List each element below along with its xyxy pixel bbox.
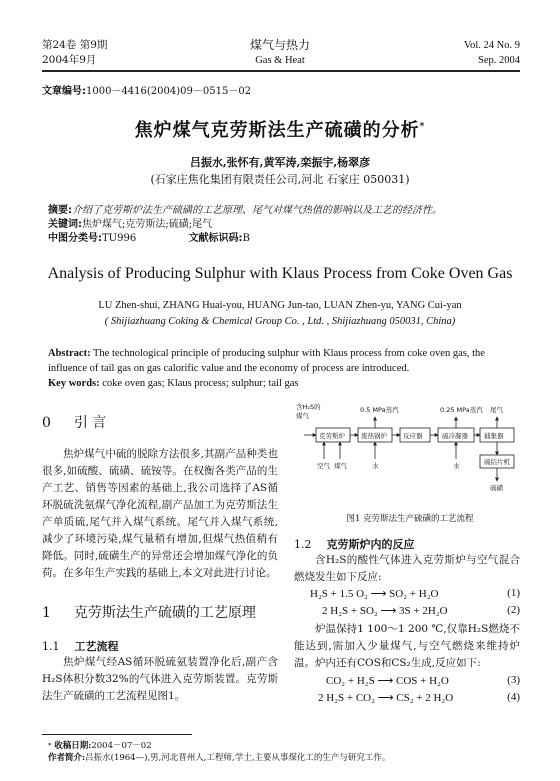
subsection-1-1-number: 1.1 (42, 640, 60, 653)
fig-tail-gas-label: 尾气 (490, 406, 503, 414)
doc-code-value: B (242, 233, 250, 244)
equation-4-text: 2 H₂S + CO₂ ⟶ CS₂ + 2 H₂O (318, 692, 454, 704)
equation-1-number: (1) (507, 587, 520, 599)
keywords-en-text: coke oven gas; Klaus process; sulphur; tail gas (102, 378, 299, 389)
equation-1 (310, 587, 520, 604)
process-flow-diagram (294, 397, 520, 507)
keywords-cn-label: 关键词: (48, 219, 82, 230)
section-1-number: 1 (42, 605, 51, 621)
equation-3-text: CO₂ + H₂S ⟶ COS + H₂O (326, 675, 449, 687)
section-0-title: 引 言 (73, 415, 107, 431)
footnote-received (48, 740, 152, 752)
section-0-heading (42, 412, 106, 432)
fig-water-label-1: 水 (372, 462, 379, 470)
abstract-cn-text: 介绍了克劳斯炉法生产硫磺的工艺原理、尾气对煤气热值的影响以及工艺的经济性。 (72, 205, 442, 216)
fig-box-3-label: 反应器 (403, 432, 423, 440)
equation-2-text: 2 H₂S + SO₂ ⟶ 3S + 2H₂O (322, 605, 448, 617)
temperature-text: 炉温保持1 100～1 200 ℃,仅靠H₂S燃烧不能达到,需加入少量煤气,与空气燃烧来维持炉温。 (294, 623, 520, 669)
equation-4-number: (4) (507, 691, 520, 703)
reaction-text: 含H₂S的酸性气体进入克劳斯炉与空气混合燃烧发生如下反应: (294, 554, 520, 583)
abstract-cn (48, 204, 442, 218)
title-cn-text: 焦炉煤气克劳斯法生产硫磺的分析 (134, 120, 420, 141)
equation-3 (318, 674, 520, 691)
received-date: 2004－07－02 (91, 741, 152, 751)
reaction-paragraph (294, 552, 520, 586)
fig-steam-label-1: 0.5 MPa蒸汽 (360, 406, 399, 414)
equations-block-1 (310, 587, 520, 621)
journal-name-en: Gas & Heat (255, 55, 305, 66)
fig-steam-label-2: 0.25 MPa蒸汽 (440, 406, 483, 414)
footnote-rule (42, 734, 192, 735)
fig-box-5-label: 捕集器 (484, 432, 504, 440)
abstract-cn-label: 摘要: (48, 205, 72, 216)
date-en: Sep. 2004 (478, 55, 520, 66)
cos-text: 炉内还有COS和CS₂生成,反应如下: (315, 657, 481, 669)
title-en: Analysis of Producing Sulphur with Klaus Process from Coke Oven Gas (47, 265, 513, 282)
footnote-mark: * (48, 742, 52, 750)
subsection-1-2-title: 克劳斯炉内的反应 (326, 538, 415, 551)
title-footnote-mark: * (419, 122, 426, 132)
article-number (42, 82, 251, 97)
fig-box-2-label: 废热锅炉 (361, 432, 387, 440)
affiliation-en: ( Shijiazhuang Coking & Chemical Group Co. , Ltd. , Shijiazhuang 050031, China) (104, 316, 456, 327)
article-number-label: 文章编号: (42, 86, 86, 97)
cos-paragraph (294, 655, 520, 672)
section-1-title: 克劳斯法生产硫磺的工艺原理 (73, 605, 256, 621)
fig-box-1-label: 克劳斯炉 (319, 432, 345, 440)
equation-2-number: (2) (507, 604, 520, 616)
fig-sulphur-label: 硫磺 (490, 484, 503, 492)
keywords-cn-text: 焦炉煤气;克劳斯法;硫磺;尾气 (82, 219, 213, 230)
subsection-1-2-number: 1.2 (294, 538, 312, 551)
clc-value: TU996 (102, 233, 137, 244)
volume-cn: 第24卷 第9期 (42, 39, 108, 51)
intro-paragraph (42, 446, 278, 582)
authors-cn: 吕振水,张怀有,黄军涛,栾振宇,杨翠彦 (189, 156, 371, 169)
equation-2 (310, 604, 520, 621)
equation-1-text: H₂S + 1.5 O₂ ⟶ SO₂ + H₂O (310, 588, 439, 600)
keywords-en-label: Key words: (48, 378, 100, 389)
journal-name-cn: 煤气与热力 (249, 38, 310, 52)
fig-box-6-label: 硫结片机 (484, 458, 510, 466)
fig-input-label-1: 含H₂S的 (296, 403, 321, 411)
subsection-1-1-title: 工艺流程 (74, 640, 119, 653)
header-rule (42, 70, 520, 72)
abstract-en (48, 346, 518, 391)
fig-gas-label: 煤气 (334, 462, 347, 470)
abstract-en-label: Abstract: (48, 348, 91, 359)
equation-3-number: (3) (507, 674, 520, 686)
volume-en: Vol. 24 No. 9 (463, 40, 520, 51)
section-1-heading (42, 602, 256, 622)
section-0-number: 0 (42, 415, 51, 431)
fig-input-label-2: 煤气 (296, 412, 309, 420)
authors-en: LU Zhen-shui, ZHANG Huai-you, HUANG Jun-tao, LUAN Zhen-yu, YANG Cui-yan (98, 300, 462, 311)
header-right (464, 38, 520, 68)
flow-text: 焦炉煤气经AS循环脱硫氨装置净化后,副产含H₂S体积分数32%的气体进入克劳斯装置。克劳斯法生产硫磺的工艺流程见图1。 (42, 656, 278, 702)
clc-label: 中图分类号: (48, 233, 102, 244)
abstract-en-text: The technological principle of producing sulphur with Klaus process from coke oven gas, the influence of tail gas on gas calorific value and the economy of process are introduced. (48, 348, 485, 374)
equations-block-2 (318, 674, 520, 708)
fig-box-4-label: 硫冷凝器 (442, 432, 468, 440)
bio-text: 吕振水(1964—),男,河北晋州人,工程师,学士,主要从事煤化工的生产与研究工作。 (85, 753, 391, 763)
bio-label: 作者简介: (48, 753, 86, 763)
subsection-1-2-heading (294, 536, 415, 552)
affiliation-cn: (石家庄焦化集团有限责任公司,河北 石家庄 050031) (150, 173, 410, 186)
fig-water-label-2: 水 (453, 462, 460, 470)
received-label: 收稿日期: (54, 741, 92, 751)
keywords-cn (48, 218, 212, 232)
date-cn: 2004年9月 (42, 54, 97, 66)
title-cn (0, 116, 560, 142)
footnote-bio (48, 752, 390, 764)
fig-air-label: 空气 (317, 462, 330, 470)
flow-paragraph (42, 654, 278, 705)
article-number-value: 1000－4416(2004)09－0515－02 (86, 86, 252, 97)
classification (48, 232, 250, 246)
figure-caption: 图1 克劳斯法生产硫磺的工艺流程 (346, 514, 474, 524)
intro-text: 焦炉煤气中硫的脱除方法很多,其副产品种类也很多,如硫酸、硫磺、硫铵等。在权衡各类产品的生产工艺、销售等因素的基础上,我公司选择了AS循环脱硫洗氨煤气净化流程,副产品加工为克劳斯法生产单质硫,尾气并入煤气系统。尾气并入煤气系统,减少了环境污染,煤气量稍有增加,但煤气热值稍有降低。同时,硫磺生产的异常还会增加煤气净化的负荷。在多年生产实践的基础上,本文对此进行讨论。 (42, 448, 278, 579)
equation-4 (318, 691, 520, 708)
doc-code-label: 文献标识码: (188, 233, 243, 244)
subsection-1-1-heading (42, 638, 119, 654)
